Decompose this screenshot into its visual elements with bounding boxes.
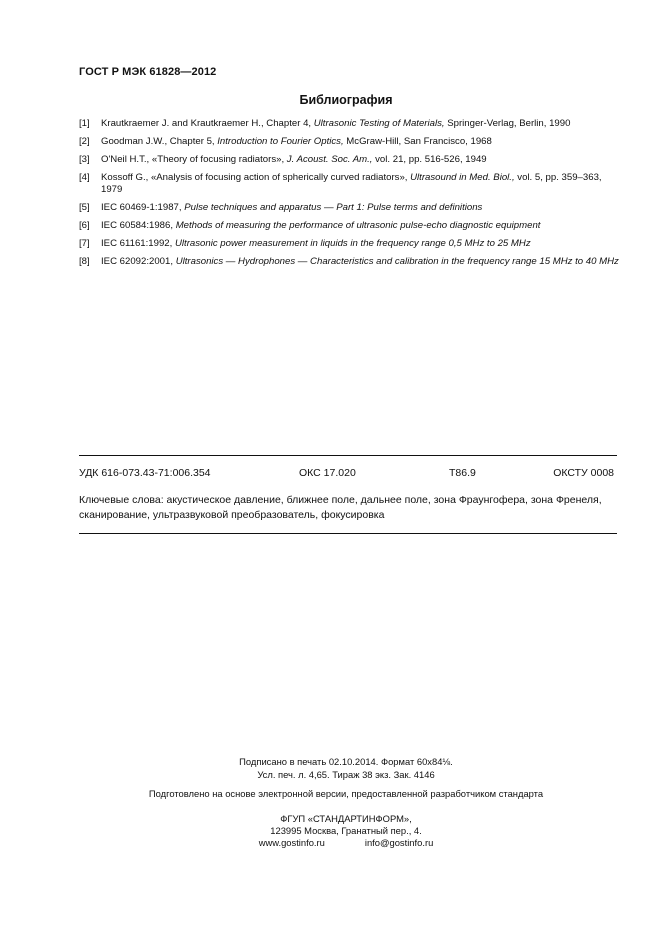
reference-text: [101, 154, 619, 166]
reference-item: [79, 172, 619, 196]
ref-part-italic: Methods of measuring the performance of ultrasonic pulse-echo diagnostic equipment: [175, 220, 541, 231]
reference-item: [79, 118, 619, 130]
ref-part: IEC 61161:1992,: [101, 238, 175, 249]
ref-part-italic: Ultrasonic power measurement in liquids in the frequency range 0,5 MHz to 25 MHz: [174, 238, 531, 249]
ref-part: Goodman J.W., Chapter 5,: [101, 136, 218, 147]
reference-number: [1]: [79, 118, 90, 129]
publisher-name: ФГУП «СТАНДАРТИНФОРМ»,: [280, 813, 412, 824]
ref-part-italic: J. Acoust. Soc. Am.,: [286, 154, 373, 165]
reference-text: [101, 256, 619, 268]
ref-part-italic: Ultrasonics — Hydrophones — Characteristics and calibration in the frequency range 15 MHz to 40 MHz: [175, 256, 619, 267]
reference-text: [101, 118, 619, 130]
reference-text: [101, 238, 619, 250]
ref-part: O'Neil H.T., «Theory of focusing radiators»,: [101, 154, 287, 165]
keywords: Ключевые слова: акустическое давление, ближнее поле, дальнее поле, зона Фраунгофера, зона Френеля, сканирование, ультразвуковой преобразователь, фокусировка: [79, 494, 602, 521]
reference-number: [4]: [79, 172, 90, 183]
standard-code: ГОСТ Р МЭК 61828—2012: [79, 66, 217, 78]
reference-item: [79, 202, 619, 214]
reference-number: [5]: [79, 202, 90, 213]
reference-number: [3]: [79, 154, 90, 165]
t-code: Т86.9: [449, 467, 476, 479]
ref-part: Springer-Verlag, Berlin, 1990: [444, 118, 571, 129]
reference-number: [6]: [79, 220, 90, 231]
ref-part: IEC 60584:1986,: [101, 220, 176, 231]
contact-row: [0, 837, 661, 850]
bottom-divider: [79, 533, 617, 534]
ref-part: vol. 5, pp. 359–363, 1979: [101, 172, 602, 195]
udk-code: УДК 616-073.43-71:006.354: [79, 467, 211, 479]
reference-item: [79, 256, 619, 268]
ref-part-italic: Ultrasound in Med. Biol.,: [410, 172, 515, 183]
print-sheets: Усл. печ. л. 4,65. Тираж 38 экз. Зак. 4146: [257, 769, 435, 780]
reference-item: [79, 136, 619, 148]
okstu-code: ОКСТУ 0008: [553, 467, 614, 479]
reference-text: [101, 202, 619, 214]
ref-part: IEC 60469-1:1987,: [101, 202, 185, 213]
oks-code: ОКС 17.020: [299, 467, 356, 479]
reference-number: [2]: [79, 136, 90, 147]
signed-for-print: Подписано в печать 02.10.2014. Формат 60x84⅛.: [239, 756, 453, 767]
reference-number: [7]: [79, 238, 90, 249]
bibliography-title: Библиография: [299, 93, 393, 107]
website-link[interactable]: www.gostinfo.ru: [258, 837, 325, 848]
email-link[interactable]: info@gostinfo.ru: [364, 837, 434, 848]
ref-part: Kossoff G., «Analysis of focusing action of spherically curved radiators»,: [101, 172, 411, 183]
reference-item: [79, 238, 619, 250]
ref-part-italic: Pulse techniques and apparatus — Part 1: Pulse terms and definitions: [184, 202, 483, 213]
ref-part-italic: Ultrasonic Testing of Materials,: [313, 118, 445, 129]
reference-item: [79, 154, 619, 166]
ref-part: vol. 21, pp. 516-526, 1949: [372, 154, 487, 165]
reference-text: [101, 172, 619, 196]
top-divider: [79, 455, 617, 456]
reference-text: [101, 136, 619, 148]
ref-part: IEC 62092:2001,: [101, 256, 176, 267]
reference-list: [79, 118, 619, 274]
ref-part: Krautkraemer J. and Krautkraemer H., Chapter 4,: [101, 118, 314, 129]
reference-text: [101, 220, 619, 232]
ref-part-italic: Introduction to Fourier Optics,: [217, 136, 344, 147]
reference-number: [8]: [79, 256, 90, 267]
publisher-address: 123995 Москва, Гранатный пер., 4.: [270, 825, 422, 836]
ref-part: McGraw-Hill, San Francisco, 1968: [343, 136, 492, 147]
reference-item: [79, 220, 619, 232]
prepared-note: Подготовлено на основе электронной версии, предоставленной разработчиком стандарта: [148, 788, 544, 799]
